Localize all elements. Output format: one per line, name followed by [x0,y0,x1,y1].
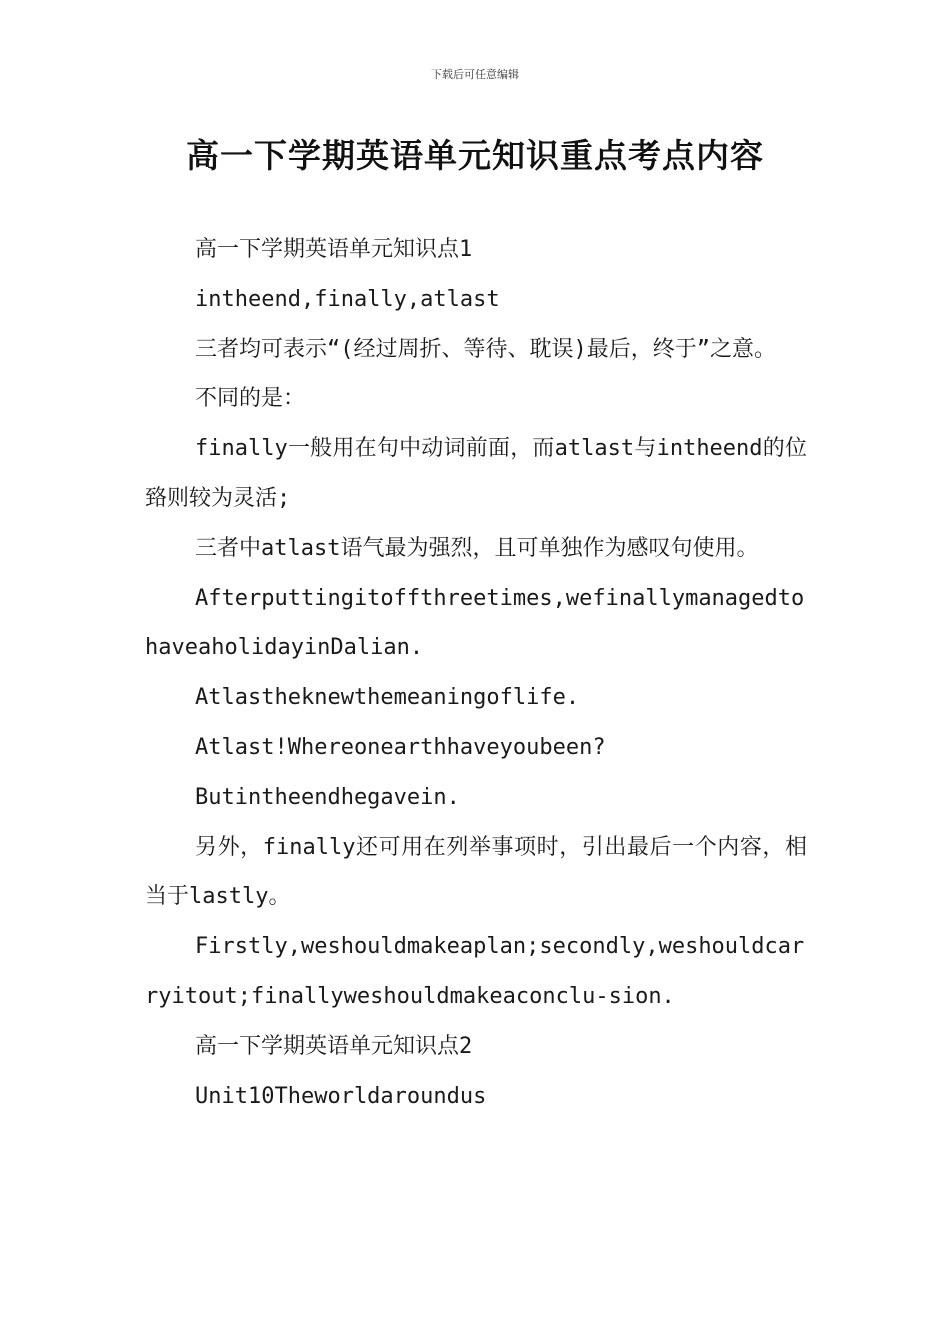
example-sentence: Atlastheknewthemeaningoflife. [195,685,580,711]
example-sentence: Afterputtingitoffthreetimes,wefinallymanagedtohaveaholidayinDalian. [145,585,805,661]
paragraph: 三者中atlast语气最为强烈，且可单独作为感叹句使用。 [195,535,759,561]
paragraph: intheend,finally,atlast [195,286,500,312]
paragraph: Unit10Theworldaroundus [195,1083,487,1109]
example-sentence: Atlast!Whereonearthhaveyoubeen? [195,734,606,760]
section-heading-1: 高一下学期英语单元知识点1 [195,237,473,262]
document-body [145,225,807,1121]
header-note: 下载后可任意编辑 [431,68,519,81]
section-heading-2: 高一下学期英语单元知识点2 [195,1033,473,1059]
paragraph: 三者均可表示“(经过周折、等待、耽误)最后，终于”之意。 [195,336,776,362]
paragraph: finally一般用在句中动词前面，而atlast与intheend的位臵则较为灵活; [145,436,807,511]
example-sentence: Firstly,weshouldmakeaplan;secondly,weshouldcarryitout;finallyweshouldmakeaconclu-sion. [145,934,805,1009]
example-sentence: Butintheendhegavein. [195,784,460,810]
document-title: 高一下学期英语单元知识重点考点内容 [186,136,764,175]
paragraph: 另外，finally还可用在列举事项时，引出最后一个内容，相当于lastly。 [145,834,807,910]
paragraph: 不同的是： [195,386,306,412]
